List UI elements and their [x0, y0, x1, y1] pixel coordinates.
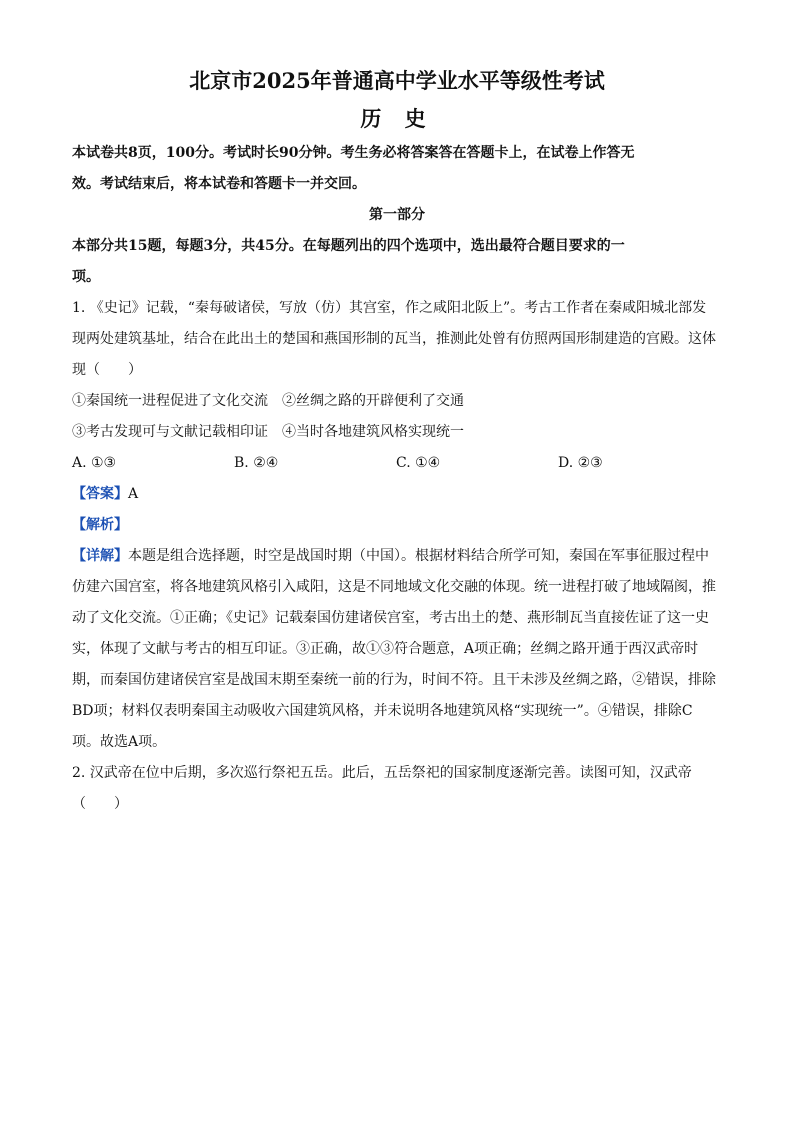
- analysis-label: 【解析】: [72, 517, 128, 533]
- q2-stem-line-1: 2. 汉武帝在位中后期，多次巡行祭祀五岳。此后，五岳祭祀的国家制度逐渐完善。读图可知，汉武帝: [72, 765, 692, 781]
- q1-stem-line-2: 现两处建筑基址，结合在此出土的楚国和燕国形制的瓦当，推测此处曾有仿照两国形制建造的宫殿。这体: [72, 331, 716, 347]
- answer-label: 【答案】: [72, 486, 128, 502]
- q1-detail-line-2: 仿建六国宫室，将各地建筑风格引入咸阳，这是不同地域文化交融的体现。统一进程打破了地域隔阂，推: [72, 579, 716, 595]
- q2-stem-line-2: （ ）: [72, 796, 128, 812]
- q1-detail-line-1: [72, 541, 722, 572]
- q1-detail-line-4: 实，体现了文献与考古的相互印证。③正确，故①③符合题意，A项正确；丝绸之路开通于西汉武帝时: [72, 641, 699, 657]
- q1-stem-line-3: 现（ ）: [72, 362, 142, 378]
- detail-text-1: 本题是组合选择题，时空是战国时期（中国）。根据材料结合所学可知，秦国在军事征服过程中: [128, 548, 709, 564]
- page-content: [72, 64, 722, 820]
- q1-option-a: A. ①③: [72, 455, 117, 471]
- q1-statement-2: ③考古发现可与文献记载相印证 ④当时各地建筑风格实现统一: [72, 424, 464, 440]
- subject-title: 历 史: [360, 106, 434, 131]
- answer-value: A: [128, 486, 139, 502]
- exam-title: 北京市2025年普通高中学业水平等级性考试: [189, 68, 605, 93]
- q1-answer: [72, 479, 722, 510]
- q1-detail-line-5: 期，而秦国仿建诸侯宫室是战国末期至秦统一前的行为，时间不符。且干未涉及丝绸之路，②错误，排除: [72, 672, 716, 688]
- q1-option-c: C. ①④: [396, 455, 441, 471]
- q1-stem-line-1: 1. 《史记》记载，“秦每破诸侯，写放（仿）其宫室，作之咸阳北阪上”。考古工作者在秦咸阳城北部发: [72, 300, 707, 316]
- detail-label: 【详解】: [72, 548, 128, 564]
- q1-detail-line-3: 动了文化交流。①正确；《史记》记载秦国仿建诸侯宫室，考古出土的楚、燕形制瓦当直接佐证了这一史: [72, 610, 709, 626]
- q1-detail-line-7: 项。故选A项。: [72, 734, 167, 750]
- q1-detail-line-6: BD项；材料仅表明秦国主动吸收六国建筑风格，并未说明各地建筑风格“实现统一”。④错误，排除C: [72, 703, 693, 719]
- section-desc-line-2: 项。: [72, 269, 100, 285]
- section-desc-line-1: 本部分共15题，每题3分，共45分。在每题列出的四个选项中，选出最符合题目要求的一: [72, 238, 625, 254]
- q1-options: [72, 448, 722, 479]
- section-title: 第一部分: [369, 207, 425, 223]
- q1-option-b: B. ②④: [234, 455, 279, 471]
- instructions-line-1: 本试卷共8页，100分。考试时长90分钟。考生务必将答案答在答题卡上，在试卷上作答无: [72, 145, 635, 161]
- q1-analysis: [72, 510, 722, 541]
- instructions-line-2: 效。考试结束后，将本试卷和答题卡一并交回。: [72, 176, 366, 192]
- q1-statement-1: ①秦国统一进程促进了文化交流 ②丝绸之路的开辟便利了交通: [72, 393, 464, 409]
- q1-option-d: D. ②③: [558, 455, 603, 471]
